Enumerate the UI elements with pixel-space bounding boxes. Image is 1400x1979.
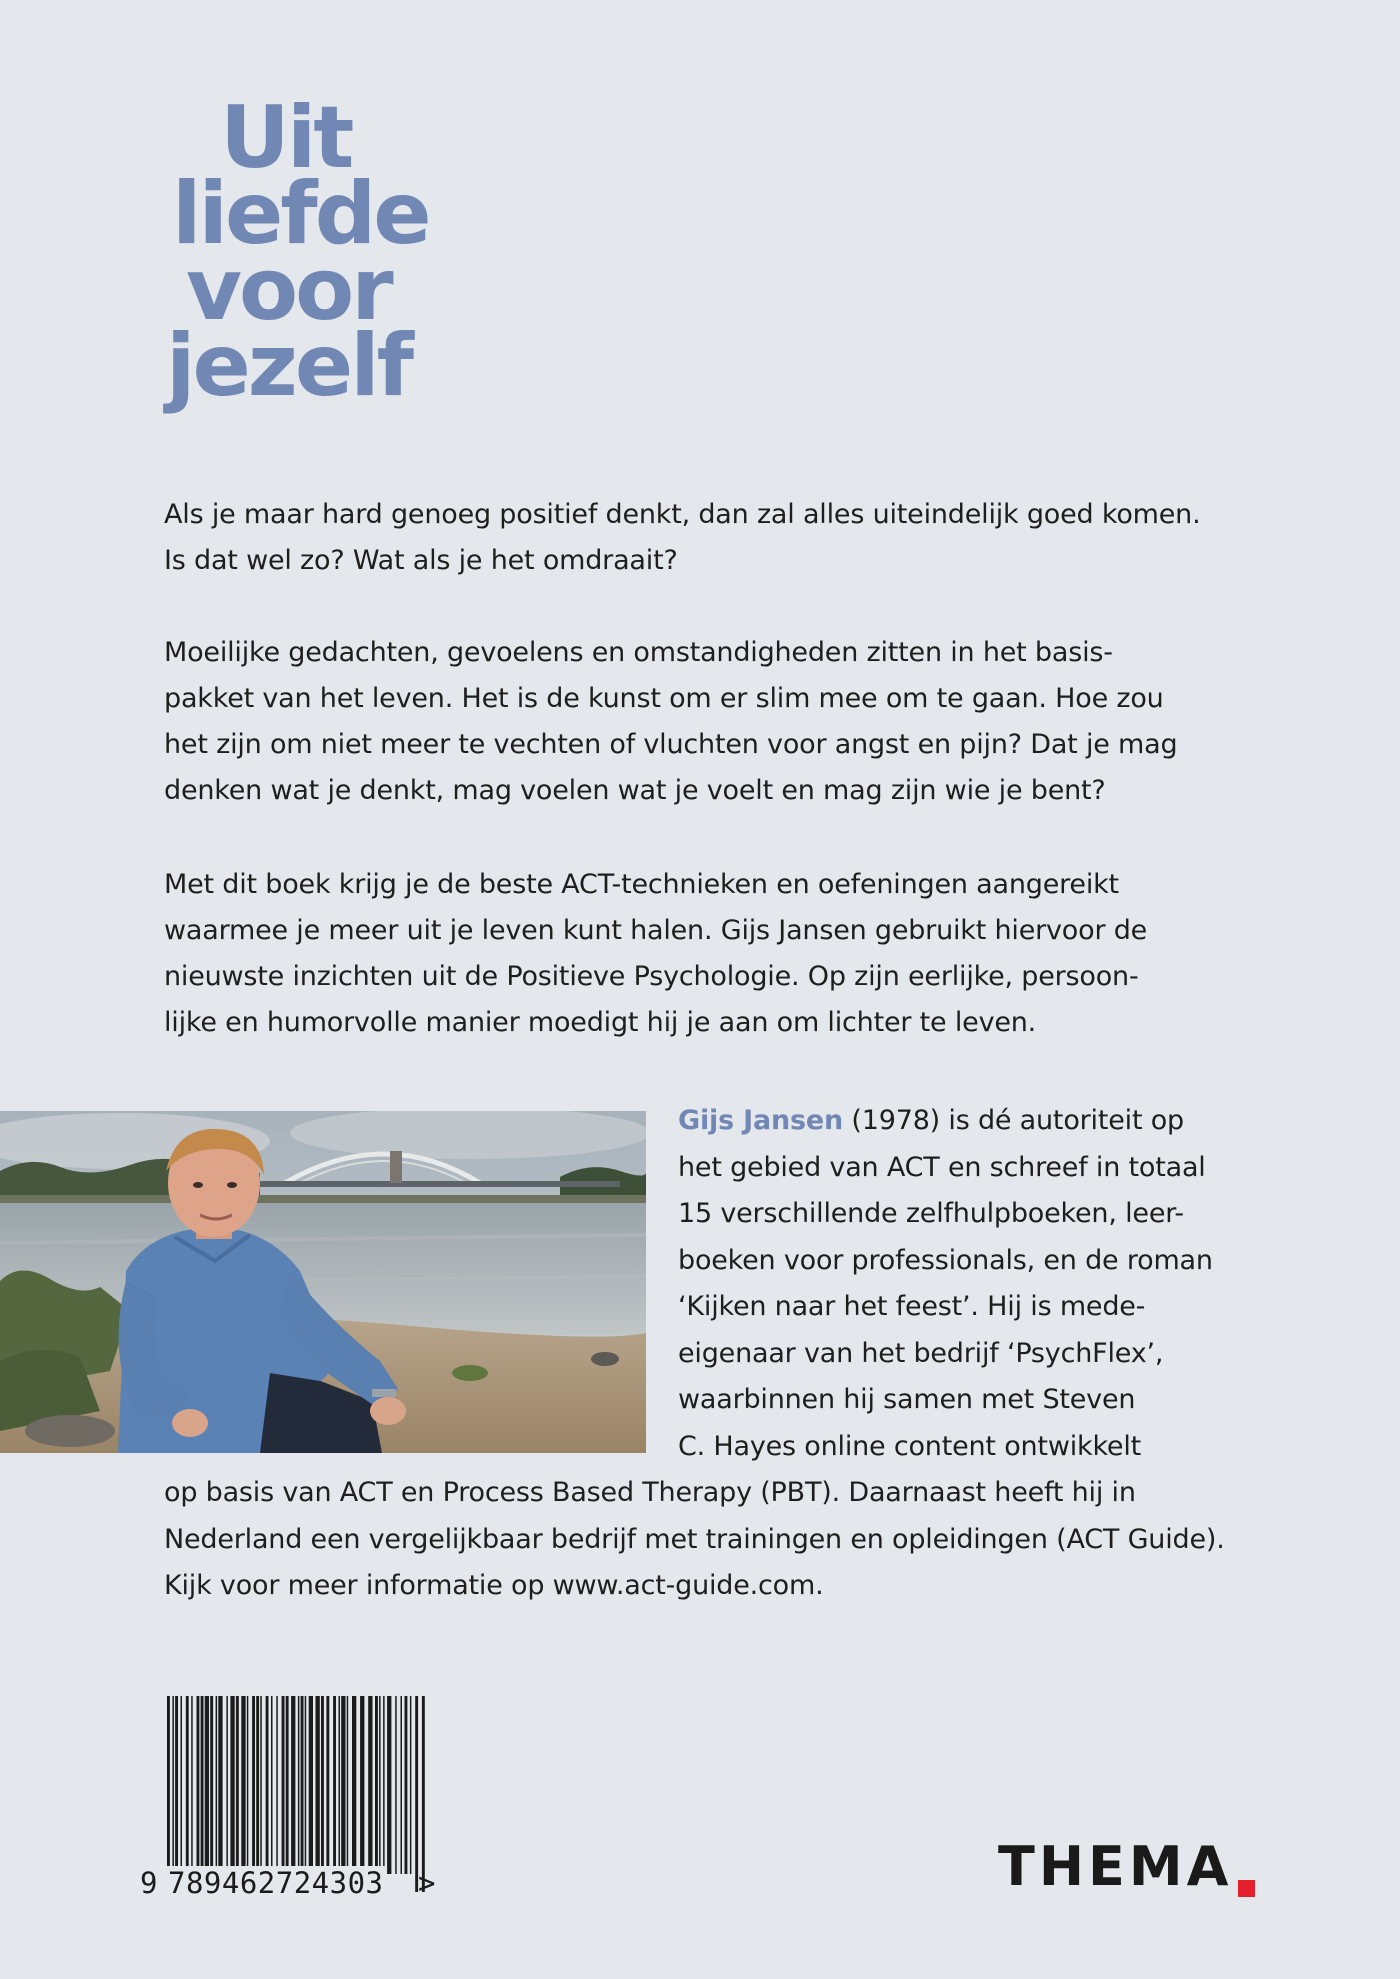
text-line: waarmee je meer uit je leven kunt halen. Gijs Jansen gebruikt hiervoor de bbox=[164, 915, 1148, 946]
intro-paragraph bbox=[164, 492, 1274, 584]
barcode-bar bbox=[415, 1696, 418, 1892]
text-line: pakket van het leven. Het is de kunst om er slim mee om te gaan. Hoe zou bbox=[164, 683, 1164, 714]
barcode-bar bbox=[247, 1696, 249, 1874]
isbn-end-mark: > bbox=[418, 1866, 436, 1900]
barcode-bar bbox=[271, 1696, 273, 1874]
text-line: Moeilijke gedachten, gevoelens en omstandigheden zitten in het basis- bbox=[164, 637, 1113, 668]
barcode-bar bbox=[375, 1696, 378, 1874]
barcode-bar bbox=[321, 1696, 324, 1874]
barcode-bar bbox=[316, 1696, 320, 1874]
text-line: boeken voor professionals, en de roman bbox=[678, 1244, 1213, 1276]
barcode-bar bbox=[401, 1696, 403, 1874]
isbn-first-digit: 9 bbox=[140, 1866, 158, 1900]
barcode-bar bbox=[241, 1696, 245, 1874]
barcode-bar bbox=[191, 1696, 193, 1874]
text-line: 15 verschillende zelfhulpboeken, leer- bbox=[678, 1198, 1184, 1229]
text-line: op basis van ACT en Process Based Therapy (PBT). Daarnaast heeft hij in bbox=[164, 1477, 1136, 1508]
barcode-bar bbox=[341, 1696, 345, 1874]
barcode-bar bbox=[422, 1696, 425, 1892]
barcode-bar bbox=[410, 1696, 412, 1874]
text-line: waarbinnen hij samen met Steven bbox=[678, 1384, 1136, 1415]
bio-first-line bbox=[678, 1098, 1213, 1145]
text-line: Nederland een vergelijkbaar bedrijf met trainingen en opleidingen (ACT Guide). bbox=[164, 1523, 1225, 1555]
barcode-bar bbox=[298, 1696, 300, 1892]
text-line: het gebied van ACT en schreef in totaal bbox=[678, 1151, 1206, 1183]
barcode-bar bbox=[395, 1696, 397, 1874]
publisher-logo: THEMA bbox=[998, 1835, 1233, 1898]
barcode-bar bbox=[201, 1696, 204, 1874]
barcode-bar bbox=[282, 1696, 285, 1874]
barcode-bar bbox=[286, 1696, 289, 1874]
barcode-bar bbox=[326, 1696, 329, 1874]
barcode-bar bbox=[387, 1696, 391, 1874]
text-line: (1978) is dé autoriteit op bbox=[843, 1105, 1184, 1136]
text-line: Kijk voor meer informatie op www.act-guide.com. bbox=[164, 1570, 824, 1601]
barcode-bar bbox=[347, 1696, 349, 1874]
barcode-bar bbox=[218, 1696, 222, 1874]
barcode-bar bbox=[339, 1696, 341, 1874]
barcode-bar bbox=[352, 1696, 356, 1874]
barcode-bar bbox=[172, 1696, 174, 1892]
barcode-bar bbox=[291, 1696, 295, 1892]
text-line: eigenaar van het bedrijf ‘PsychFlex’, bbox=[678, 1337, 1164, 1369]
barcode-bar bbox=[226, 1696, 228, 1874]
text-line: nieuwste inzichten uit de Positieve Psychologie. Op zijn eerlijke, persoon- bbox=[164, 961, 1139, 992]
text-line: ‘Kijken naar het feest’. Hij is mede- bbox=[678, 1291, 1146, 1322]
barcode-bar bbox=[379, 1696, 381, 1874]
author-photo-illustration bbox=[0, 1111, 646, 1453]
title-line: Uit bbox=[220, 88, 352, 188]
barcode-bar bbox=[276, 1696, 278, 1874]
author-bio-continued bbox=[164, 1470, 1225, 1610]
author-photo bbox=[0, 1111, 646, 1453]
barcode-bar bbox=[252, 1696, 255, 1874]
text-line: Met dit boek krijg je de beste ACT-technieken en oefeningen aangereikt bbox=[164, 869, 1119, 900]
book-summary-paragraph bbox=[164, 862, 1274, 1046]
author-bio bbox=[678, 1098, 1213, 1470]
barcode-bar bbox=[205, 1696, 209, 1874]
barcode-bar bbox=[210, 1696, 213, 1874]
barcode-bar bbox=[175, 1696, 178, 1874]
title-line: voor bbox=[186, 240, 391, 340]
barcode-bar bbox=[167, 1696, 170, 1892]
barcode-bar bbox=[181, 1696, 183, 1874]
barcode-bar bbox=[301, 1696, 304, 1874]
barcode-bar bbox=[333, 1696, 336, 1874]
barcode-bar bbox=[266, 1696, 269, 1874]
barcode-bar bbox=[216, 1696, 218, 1874]
barcode-bar bbox=[236, 1696, 239, 1874]
barcode-bar bbox=[383, 1696, 385, 1874]
barcode-bar bbox=[309, 1696, 313, 1874]
description-paragraph bbox=[164, 630, 1274, 814]
barcode-bar bbox=[405, 1696, 408, 1874]
text-line: Is dat wel zo? Wat als je het omdraait? bbox=[164, 545, 678, 576]
text-line: C. Hayes online content ontwikkelt bbox=[678, 1430, 1142, 1462]
text-line: lijke en humorvolle manier moedigt hij je aan om lichter te leven. bbox=[164, 1007, 1037, 1038]
barcode-bar bbox=[256, 1696, 259, 1874]
barcode-bar bbox=[368, 1696, 372, 1874]
text-line: denken wat je denkt, mag voelen wat je voelt en mag zijn wie je bent? bbox=[164, 775, 1106, 806]
barcode-bar bbox=[230, 1696, 234, 1874]
text-line: Als je maar hard genoeg positief denkt, dan zal alles uiteindelijk goed komen. bbox=[164, 499, 1201, 530]
barcode-bar bbox=[260, 1696, 262, 1874]
barcode-bar bbox=[197, 1696, 200, 1874]
barcode-bar bbox=[305, 1696, 307, 1874]
barcode-bar bbox=[186, 1696, 189, 1874]
barcode-bar bbox=[360, 1696, 364, 1874]
publisher-logo-dot bbox=[1238, 1880, 1255, 1897]
text-line: het zijn om niet meer te vechten of vluchten voor angst en pijn? Dat je mag bbox=[164, 729, 1178, 760]
author-name: Gijs Jansen bbox=[678, 1105, 844, 1136]
title-line: liefde bbox=[172, 164, 429, 264]
book-title bbox=[164, 88, 429, 416]
title-line: jezelf bbox=[166, 316, 412, 416]
isbn-number: 789462724303 bbox=[168, 1866, 384, 1900]
